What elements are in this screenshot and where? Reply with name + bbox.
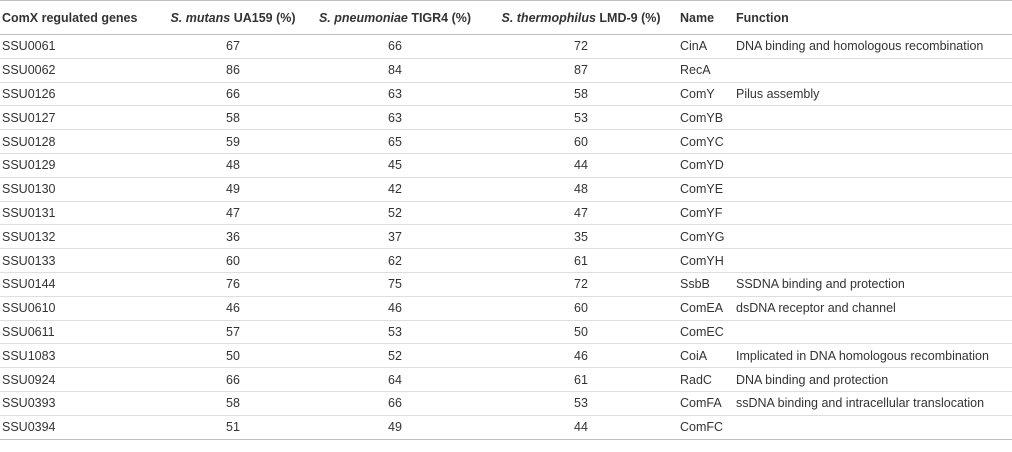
cell-gene: SSU1083	[0, 344, 160, 368]
cell-name: ComY	[678, 82, 734, 106]
cell-gene: SSU0126	[0, 82, 160, 106]
cell-gene: SSU0611	[0, 320, 160, 344]
cell-function	[734, 106, 1012, 130]
header-pneumoniae-strain: TIGR4 (%)	[407, 10, 472, 25]
cell-function: DNA binding and homologous recombination	[734, 35, 1012, 59]
table-row	[0, 201, 1012, 225]
cell-pneumoniae: 66	[306, 35, 484, 59]
cell-pneumoniae: 64	[306, 368, 484, 392]
cell-thermophilus: 60	[484, 130, 678, 154]
cell-function	[734, 249, 1012, 273]
cell-function: Pilus assembly	[734, 82, 1012, 106]
table-row	[0, 58, 1012, 82]
cell-mutans: 46	[160, 296, 306, 320]
cell-mutans: 36	[160, 225, 306, 249]
cell-pneumoniae: 63	[306, 82, 484, 106]
cell-mutans: 57	[160, 320, 306, 344]
cell-name: ComFA	[678, 391, 734, 415]
cell-gene: SSU0129	[0, 153, 160, 177]
header-pneumoniae-species: S. pneumoniae	[318, 10, 408, 25]
cell-gene: SSU0130	[0, 177, 160, 201]
cell-name: CoiA	[678, 344, 734, 368]
table-row	[0, 272, 1012, 296]
cell-thermophilus: 35	[484, 225, 678, 249]
cell-mutans: 67	[160, 35, 306, 59]
cell-thermophilus: 48	[484, 177, 678, 201]
cell-name: ComYF	[678, 201, 734, 225]
cell-gene: SSU0393	[0, 391, 160, 415]
cell-name: ComYD	[678, 153, 734, 177]
cell-pneumoniae: 65	[306, 130, 484, 154]
cell-thermophilus: 72	[484, 35, 678, 59]
header-thermophilus-strain: LMD-9 (%)	[595, 10, 661, 25]
cell-name: ComEA	[678, 296, 734, 320]
cell-thermophilus: 61	[484, 249, 678, 273]
cell-pneumoniae: 37	[306, 225, 484, 249]
table-header	[0, 1, 1012, 35]
cell-thermophilus: 50	[484, 320, 678, 344]
cell-thermophilus: 72	[484, 272, 678, 296]
cell-thermophilus: 53	[484, 106, 678, 130]
header-function-label: Function	[736, 10, 789, 25]
cell-pneumoniae: 46	[306, 296, 484, 320]
cell-mutans: 76	[160, 272, 306, 296]
cell-pneumoniae: 53	[306, 320, 484, 344]
cell-mutans: 60	[160, 249, 306, 273]
cell-mutans: 50	[160, 344, 306, 368]
cell-name: ComYE	[678, 177, 734, 201]
table-row	[0, 35, 1012, 59]
table-row	[0, 415, 1012, 439]
cell-mutans: 51	[160, 415, 306, 439]
cell-name: SsbB	[678, 272, 734, 296]
cell-thermophilus: 60	[484, 296, 678, 320]
cell-name: CinA	[678, 35, 734, 59]
table-row	[0, 106, 1012, 130]
cell-function	[734, 415, 1012, 439]
cell-function	[734, 225, 1012, 249]
cell-mutans: 48	[160, 153, 306, 177]
cell-function: dsDNA receptor and channel	[734, 296, 1012, 320]
header-mutans-species: S. mutans	[170, 10, 231, 25]
cell-thermophilus: 53	[484, 391, 678, 415]
cell-name: ComEC	[678, 320, 734, 344]
cell-function: Implicated in DNA homologous recombination	[734, 344, 1012, 368]
cell-gene: SSU0924	[0, 368, 160, 392]
cell-pneumoniae: 49	[306, 415, 484, 439]
cell-gene: SSU0062	[0, 58, 160, 82]
cell-name: ComYB	[678, 106, 734, 130]
cell-pneumoniae: 52	[306, 344, 484, 368]
table-row	[0, 249, 1012, 273]
table-row	[0, 368, 1012, 392]
cell-thermophilus: 58	[484, 82, 678, 106]
cell-function	[734, 130, 1012, 154]
cell-thermophilus: 44	[484, 415, 678, 439]
table-body	[0, 35, 1012, 440]
table-row	[0, 344, 1012, 368]
header-pneumoniae	[306, 1, 484, 35]
cell-gene: SSU0144	[0, 272, 160, 296]
cell-function	[734, 58, 1012, 82]
cell-gene: SSU0061	[0, 35, 160, 59]
header-row	[0, 1, 1012, 35]
cell-name: ComFC	[678, 415, 734, 439]
cell-thermophilus: 61	[484, 368, 678, 392]
cell-mutans: 58	[160, 391, 306, 415]
cell-thermophilus: 44	[484, 153, 678, 177]
cell-pneumoniae: 63	[306, 106, 484, 130]
header-name	[678, 1, 734, 35]
header-name-label: Name	[680, 10, 715, 25]
cell-gene: SSU0131	[0, 201, 160, 225]
cell-pneumoniae: 52	[306, 201, 484, 225]
header-gene-label: ComX regulated genes	[2, 10, 138, 25]
cell-gene: SSU0132	[0, 225, 160, 249]
table-row	[0, 391, 1012, 415]
cell-mutans: 66	[160, 82, 306, 106]
cell-name: ComYC	[678, 130, 734, 154]
header-gene	[0, 1, 160, 35]
cell-function	[734, 153, 1012, 177]
cell-gene: SSU0610	[0, 296, 160, 320]
cell-function	[734, 177, 1012, 201]
cell-mutans: 66	[160, 368, 306, 392]
cell-name: RecA	[678, 58, 734, 82]
cell-name: RadC	[678, 368, 734, 392]
table-row	[0, 320, 1012, 344]
header-mutans-strain: UA159 (%)	[230, 10, 296, 25]
cell-function: SSDNA binding and protection	[734, 272, 1012, 296]
cell-pneumoniae: 62	[306, 249, 484, 273]
cell-function	[734, 320, 1012, 344]
cell-pneumoniae: 45	[306, 153, 484, 177]
cell-pneumoniae: 66	[306, 391, 484, 415]
cell-mutans: 49	[160, 177, 306, 201]
cell-thermophilus: 87	[484, 58, 678, 82]
cell-mutans: 47	[160, 201, 306, 225]
cell-pneumoniae: 42	[306, 177, 484, 201]
cell-pneumoniae: 84	[306, 58, 484, 82]
table-row	[0, 225, 1012, 249]
cell-mutans: 59	[160, 130, 306, 154]
cell-mutans: 58	[160, 106, 306, 130]
cell-thermophilus: 47	[484, 201, 678, 225]
header-mutans	[160, 1, 306, 35]
table-row	[0, 82, 1012, 106]
cell-function	[734, 201, 1012, 225]
cell-gene: SSU0394	[0, 415, 160, 439]
cell-gene: SSU0128	[0, 130, 160, 154]
cell-name: ComYG	[678, 225, 734, 249]
header-thermophilus-species: S. thermophilus	[501, 10, 596, 25]
cell-mutans: 86	[160, 58, 306, 82]
header-thermophilus	[484, 1, 678, 35]
cell-name: ComYH	[678, 249, 734, 273]
table-row	[0, 177, 1012, 201]
cell-pneumoniae: 75	[306, 272, 484, 296]
cell-function: ssDNA binding and intracellular translocation	[734, 391, 1012, 415]
table-row	[0, 130, 1012, 154]
header-function	[734, 1, 1012, 35]
cell-function: DNA binding and protection	[734, 368, 1012, 392]
cell-gene: SSU0133	[0, 249, 160, 273]
table-row	[0, 296, 1012, 320]
cell-thermophilus: 46	[484, 344, 678, 368]
table-row	[0, 153, 1012, 177]
cell-gene: SSU0127	[0, 106, 160, 130]
